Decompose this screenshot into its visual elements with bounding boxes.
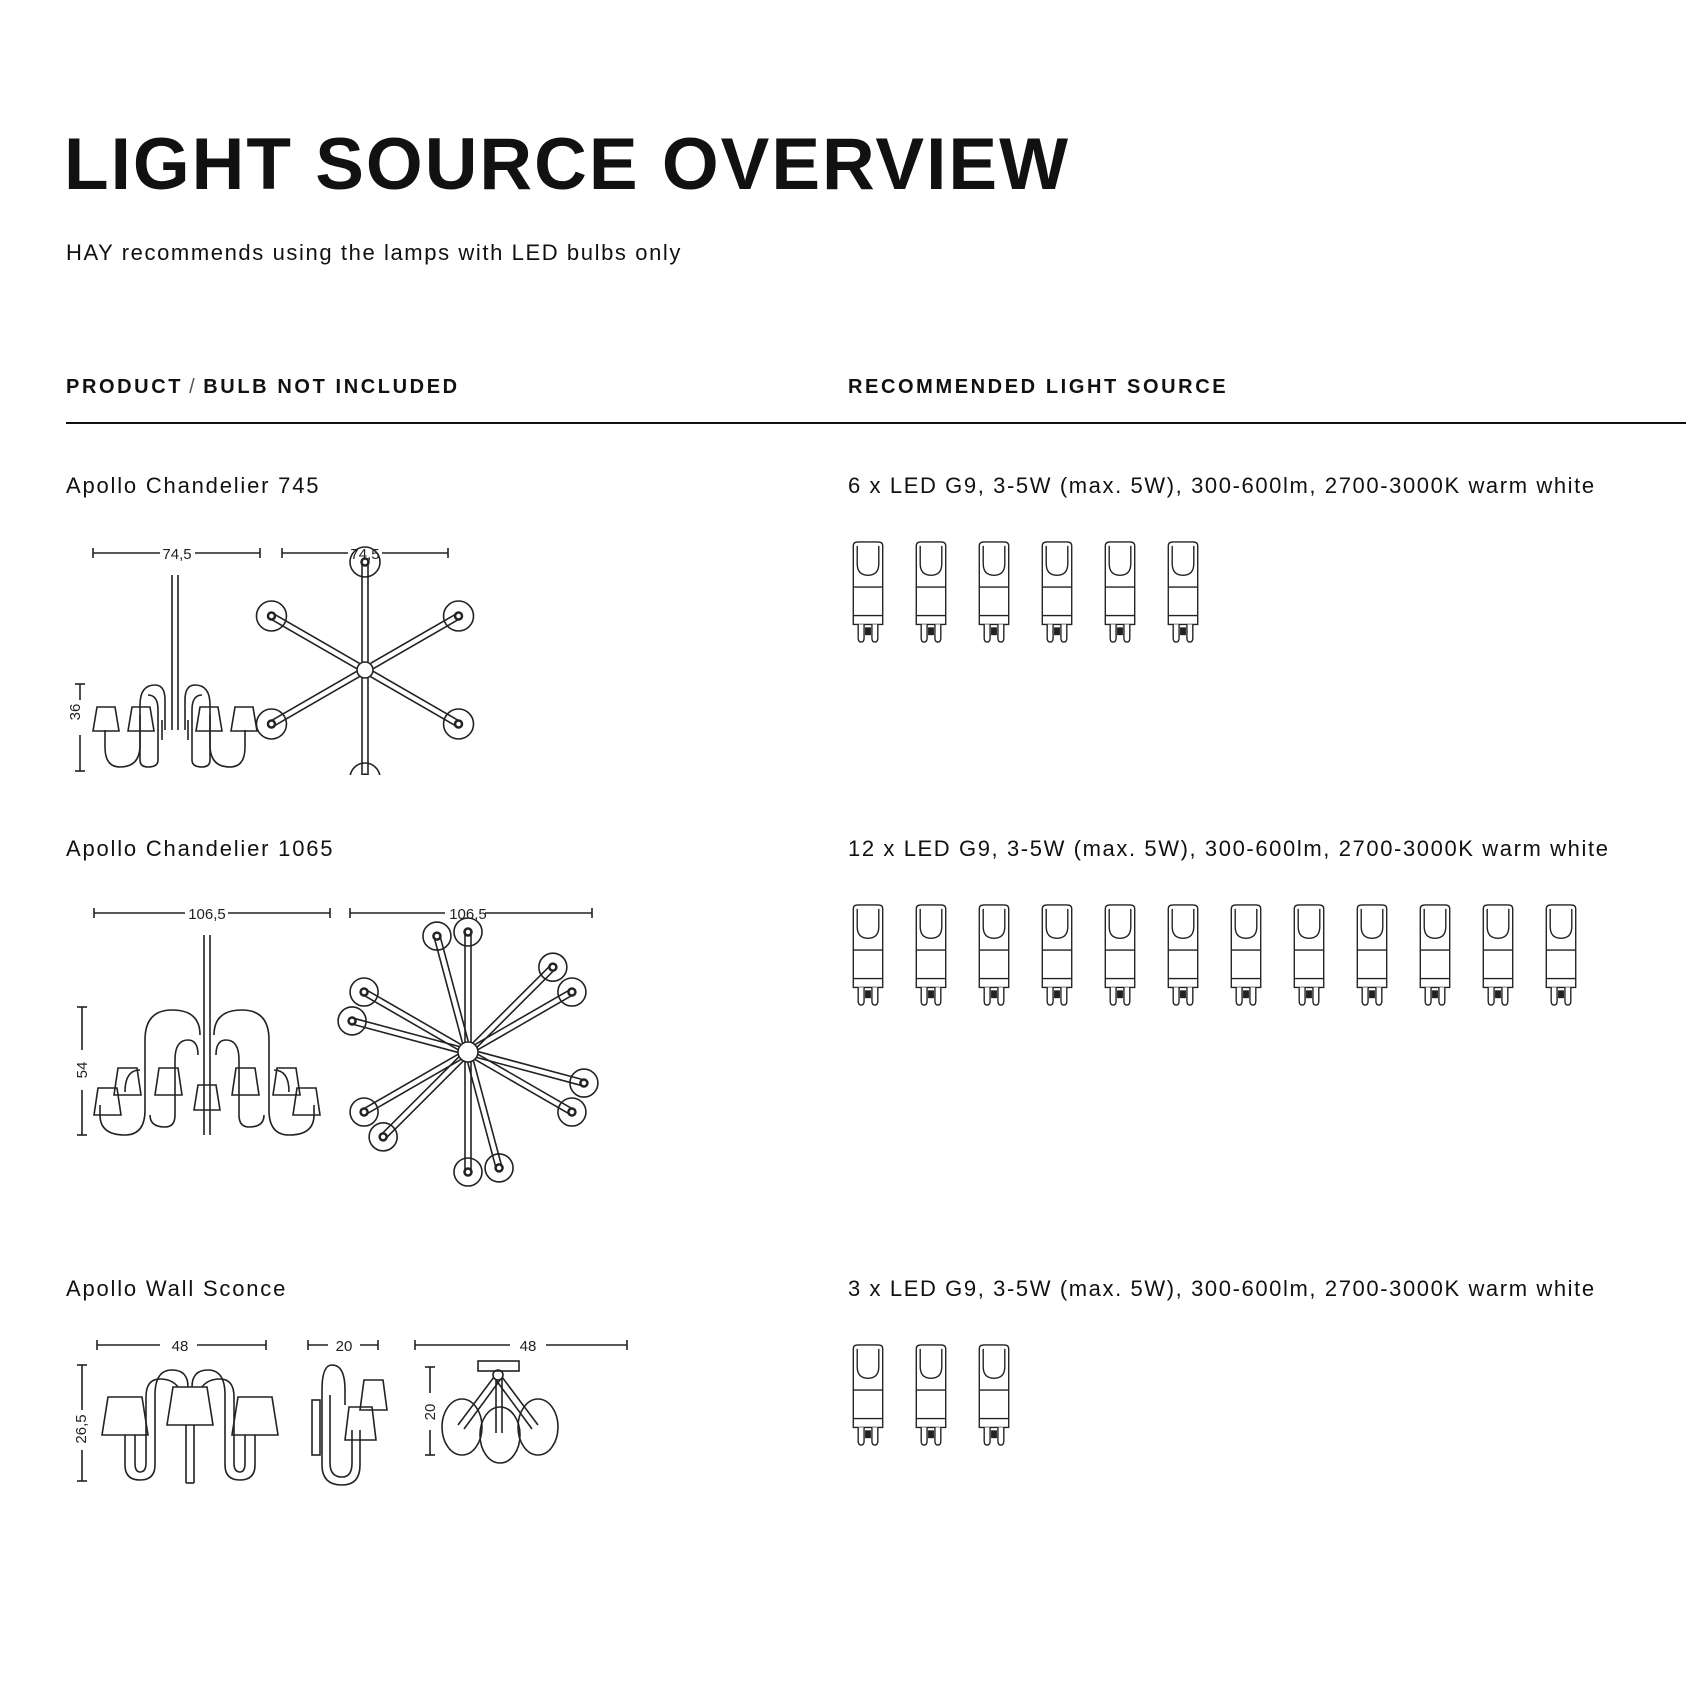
arm xyxy=(385,1061,463,1139)
wall-sconce-top-view xyxy=(442,1361,558,1463)
socket xyxy=(361,989,368,996)
shade-outline xyxy=(558,978,586,1006)
arm xyxy=(478,995,573,1050)
socket xyxy=(455,613,462,620)
dimension-top-width xyxy=(415,1338,627,1355)
arm xyxy=(473,1061,501,1167)
hub xyxy=(357,662,373,678)
light-source-column-header: RECOMMENDED LIGHT SOURCE xyxy=(848,376,1229,398)
shade-outline xyxy=(454,1158,482,1186)
dimension-top-width xyxy=(282,546,448,563)
side-width-label: 106,5 xyxy=(188,906,226,923)
socket xyxy=(268,721,275,728)
g9-led-bulb-icon xyxy=(913,540,949,644)
arm xyxy=(468,1062,496,1168)
g9-led-bulb-icon xyxy=(976,903,1012,1007)
arm xyxy=(473,965,551,1043)
arm xyxy=(363,995,458,1050)
dimension-front-width xyxy=(97,1338,266,1355)
arm xyxy=(440,935,468,1041)
dimension-top-depth xyxy=(422,1367,439,1455)
g9-led-bulb-icon xyxy=(850,1343,886,1447)
shade-outline xyxy=(558,1098,586,1126)
product-name-wall-sconce: Apollo Wall Sconce xyxy=(66,1276,288,1301)
wall-sconce-side-view xyxy=(312,1365,387,1485)
g9-led-bulb-icon xyxy=(1228,903,1264,1007)
g9-led-bulb-icon xyxy=(1417,903,1453,1007)
arm xyxy=(353,1018,459,1046)
socket xyxy=(362,775,369,776)
arm xyxy=(477,1057,583,1085)
g9-led-bulb-icon xyxy=(976,1343,1012,1447)
top-width-label: 74,5 xyxy=(350,546,380,563)
dimension-side-depth xyxy=(308,1338,378,1355)
product-name-chandelier-1065: Apollo Chandelier 1065 xyxy=(66,836,335,861)
light-source-spec-chandelier-745: 6 x LED G9, 3-5W (max. 5W), 300-600lm, 2700-3000K warm white xyxy=(848,473,1596,498)
socket xyxy=(568,989,575,996)
height-label: 26,5 xyxy=(73,1414,90,1444)
g9-led-bulb-icon xyxy=(1102,903,1138,1007)
shade-outline xyxy=(256,709,286,739)
socket xyxy=(433,933,440,940)
socket xyxy=(380,1133,387,1140)
bulb-row-chandelier-1065 xyxy=(850,903,1579,1007)
dimension-height xyxy=(67,684,85,771)
g9-led-bulb-icon xyxy=(850,540,886,644)
g9-led-bulb-icon xyxy=(1165,540,1201,644)
chandelier-1065-top-view xyxy=(338,918,598,1186)
arm xyxy=(478,1052,584,1080)
shade-outline xyxy=(539,953,567,981)
g9-led-bulb-icon xyxy=(913,903,949,1007)
shade-outline xyxy=(444,601,474,631)
socket xyxy=(465,929,472,936)
light-source-spec-wall-sconce: 3 x LED G9, 3-5W (max. 5W), 300-600lm, 2700-3000K warm white xyxy=(848,1276,1596,1301)
top-depth-label: 20 xyxy=(422,1403,439,1421)
dimension-height xyxy=(73,1365,90,1481)
height-label: 54 xyxy=(74,1061,91,1079)
product-column-header xyxy=(66,377,460,397)
hub xyxy=(458,1042,478,1062)
g9-led-bulb-icon xyxy=(1354,903,1390,1007)
header-separator: / xyxy=(189,376,198,398)
g9-led-bulb-icon xyxy=(1165,903,1201,1007)
wall-sconce-drawings xyxy=(60,1335,720,1495)
chandelier-745-drawings xyxy=(60,535,480,775)
g9-led-bulb-icon xyxy=(1039,903,1075,1007)
dimension-top-width xyxy=(350,906,592,923)
g9-led-bulb-icon xyxy=(1102,540,1138,644)
page-subtitle: HAY recommends using the lamps with LED bulbs only xyxy=(66,240,682,265)
shade-outline xyxy=(444,709,474,739)
shade-outline xyxy=(369,1123,397,1151)
chandelier-1065-drawings xyxy=(60,895,620,1215)
arm xyxy=(475,1060,570,1115)
dimension-height xyxy=(74,1007,91,1135)
shade-outline xyxy=(350,978,378,1006)
top-width-label: 106,5 xyxy=(449,906,487,923)
bulb-not-included-label: BULB NOT INCLUDED xyxy=(203,376,460,398)
arm xyxy=(434,937,462,1043)
g9-led-bulb-icon xyxy=(1039,540,1075,644)
header-divider xyxy=(66,422,1686,424)
side-width-label: 74,5 xyxy=(162,546,192,563)
top-width-label: 48 xyxy=(519,1338,537,1355)
arm xyxy=(381,1057,459,1135)
product-header-label: PRODUCT xyxy=(66,376,184,398)
shade-outline xyxy=(350,763,380,775)
arm xyxy=(475,989,570,1044)
product-name-chandelier-745: Apollo Chandelier 745 xyxy=(66,473,321,498)
socket xyxy=(496,1164,503,1171)
g9-led-bulb-icon xyxy=(1480,903,1516,1007)
socket xyxy=(549,964,556,971)
dimension-side-width xyxy=(93,546,260,563)
chandelier-1065-side-view xyxy=(94,935,320,1135)
arm xyxy=(351,1024,457,1052)
wall-sconce-front-view xyxy=(102,1370,278,1483)
light-source-spec-chandelier-1065: 12 x LED G9, 3-5W (max. 5W), 300-600lm, 2700-3000K warm white xyxy=(848,836,1610,861)
g9-led-bulb-icon xyxy=(850,903,886,1007)
socket xyxy=(349,1017,356,1024)
socket xyxy=(568,1109,575,1116)
bulb-row-wall-sconce xyxy=(850,1343,1012,1447)
height-label: 36 xyxy=(67,703,84,721)
front-width-label: 48 xyxy=(171,1338,189,1355)
g9-led-bulb-icon xyxy=(1291,903,1327,1007)
socket xyxy=(465,1169,472,1176)
arm xyxy=(366,989,461,1044)
arm xyxy=(366,1060,461,1115)
arm xyxy=(478,1054,573,1109)
socket xyxy=(455,721,462,728)
chandelier-745-top-view xyxy=(256,547,473,775)
bulb-row-chandelier-745 xyxy=(850,540,1201,644)
side-depth-label: 20 xyxy=(335,1338,353,1355)
arm xyxy=(477,969,555,1047)
g9-led-bulb-icon xyxy=(976,540,1012,644)
shade-outline xyxy=(256,601,286,631)
arm xyxy=(363,1054,458,1109)
socket xyxy=(268,613,275,620)
chandelier-745-side-view xyxy=(93,575,257,767)
page-title: LIGHT SOURCE OVERVIEW xyxy=(64,124,1070,205)
g9-led-bulb-icon xyxy=(913,1343,949,1447)
socket xyxy=(580,1080,587,1087)
shade-outline xyxy=(350,1098,378,1126)
dimension-side-width xyxy=(94,906,330,923)
g9-led-bulb-icon xyxy=(1543,903,1579,1007)
socket xyxy=(361,1109,368,1116)
